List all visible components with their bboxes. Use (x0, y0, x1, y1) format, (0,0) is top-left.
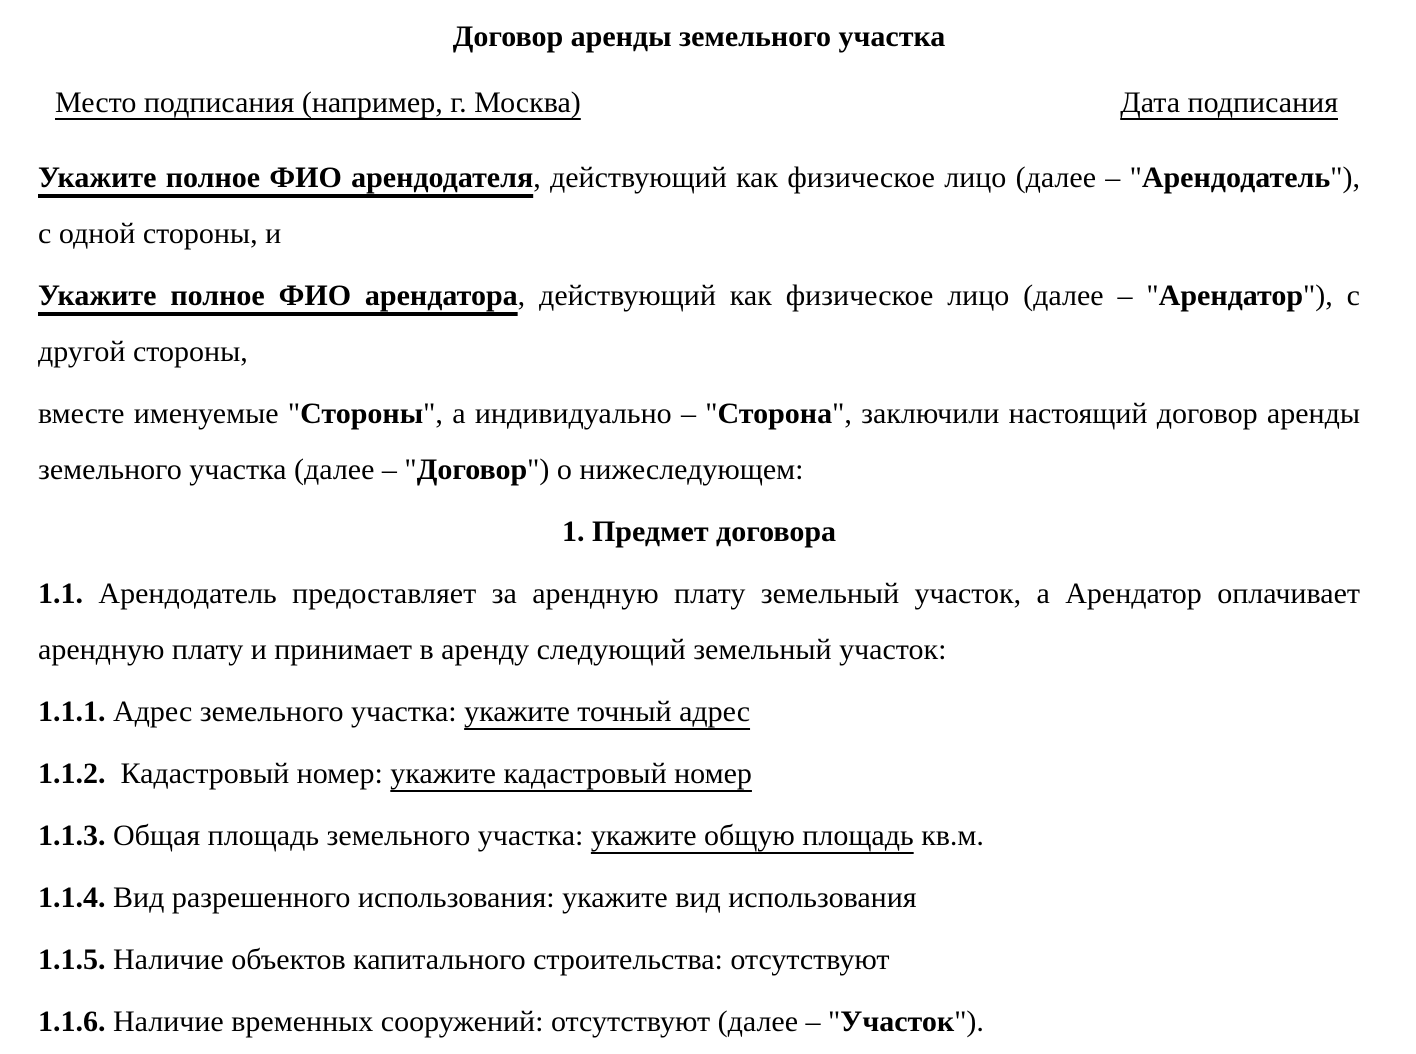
text-run: 1.1.5. (38, 943, 106, 976)
fill-in-field[interactable]: укажите общую площадь (590, 819, 914, 852)
text-run: 1.1.1. (38, 695, 106, 728)
clause-1-1 (38, 566, 1360, 678)
text-run: 1. Предмет договора (561, 515, 837, 548)
signing-place-field[interactable]: Место подписания (например, г. Москва) (55, 86, 581, 119)
text-run: ", а индивидуально – " (423, 397, 718, 430)
fill-in-field[interactable]: Укажите полное ФИО арендодателя (38, 161, 534, 194)
text-run: ") о нижеследующем: (527, 453, 804, 486)
fill-in-field[interactable]: укажите точный адрес (464, 695, 751, 728)
text-run: Арендодатель (1141, 161, 1331, 194)
text-run: 1.1.2. (38, 757, 106, 790)
text-run: 1.1.6. (38, 1005, 106, 1038)
clause-1-1-2 (38, 746, 1360, 802)
clause-1-1-6 (38, 994, 1360, 1050)
parties-definition-paragraph (38, 386, 1360, 498)
section-1-heading (38, 504, 1360, 560)
text-run: Кадастровый номер: (105, 757, 391, 790)
text-run: Участок (840, 1005, 955, 1038)
party-lessee-paragraph (38, 268, 1360, 380)
text-run: ", заключили настоящий договор аренды земельного участка (далее – " (38, 397, 1360, 486)
text-run: "). (954, 1005, 984, 1038)
text-run: Договор (416, 453, 528, 486)
text-run: вместе именуемые " (38, 397, 301, 430)
text-run: кв.м. (913, 819, 984, 852)
text-run: , действующий как физическое лицо (далее – " (517, 279, 1159, 312)
text-run: , действующий как физическое лицо (далее – " (533, 161, 1142, 194)
document-title: Договор аренды земельного участка (452, 20, 946, 53)
text-run: Общая площадь земельного участка: (105, 819, 591, 852)
text-run: Сторона (717, 397, 833, 430)
text-run: "), с одной стороны, и (38, 161, 1360, 250)
text-run: Адрес земельного участка: (105, 695, 465, 728)
text-run: Арендодатель предоставляет за арендную плату земельный участок, а Арендатор оплачивает арендную плату и принимает в аренду следующий земельный участок: (38, 577, 1360, 666)
signing-row (38, 84, 1360, 122)
text-run: Вид разрешенного использования: (105, 881, 563, 914)
signing-date-field[interactable]: Дата подписания (1120, 86, 1338, 119)
text-run: 1.1.4. (38, 881, 106, 914)
text-run: Стороны (300, 397, 424, 430)
fill-in-field[interactable]: Укажите полное ФИО арендатора (38, 279, 518, 312)
text-run: 1.1.3. (38, 819, 106, 852)
text-run: Арендатор (1158, 279, 1304, 312)
fill-in-field[interactable]: укажите кадастровый номер (390, 757, 752, 790)
text-run: "), с другой стороны, (38, 279, 1360, 368)
clause-1-1-5 (38, 932, 1360, 988)
text-run: 1.1. (38, 577, 83, 610)
clause-1-1-4 (38, 870, 1360, 926)
fill-in-field[interactable]: укажите вид использования (562, 881, 917, 914)
clause-1-1-3 (38, 808, 1360, 864)
text-run: Наличие временных сооружений: отсутствуют (далее – " (105, 1005, 841, 1038)
text-run: Наличие объектов капитального строительства: отсутствуют (105, 943, 890, 976)
party-lessor-paragraph (38, 150, 1360, 262)
clause-1-1-1 (38, 684, 1360, 740)
document-body (38, 150, 1360, 1050)
